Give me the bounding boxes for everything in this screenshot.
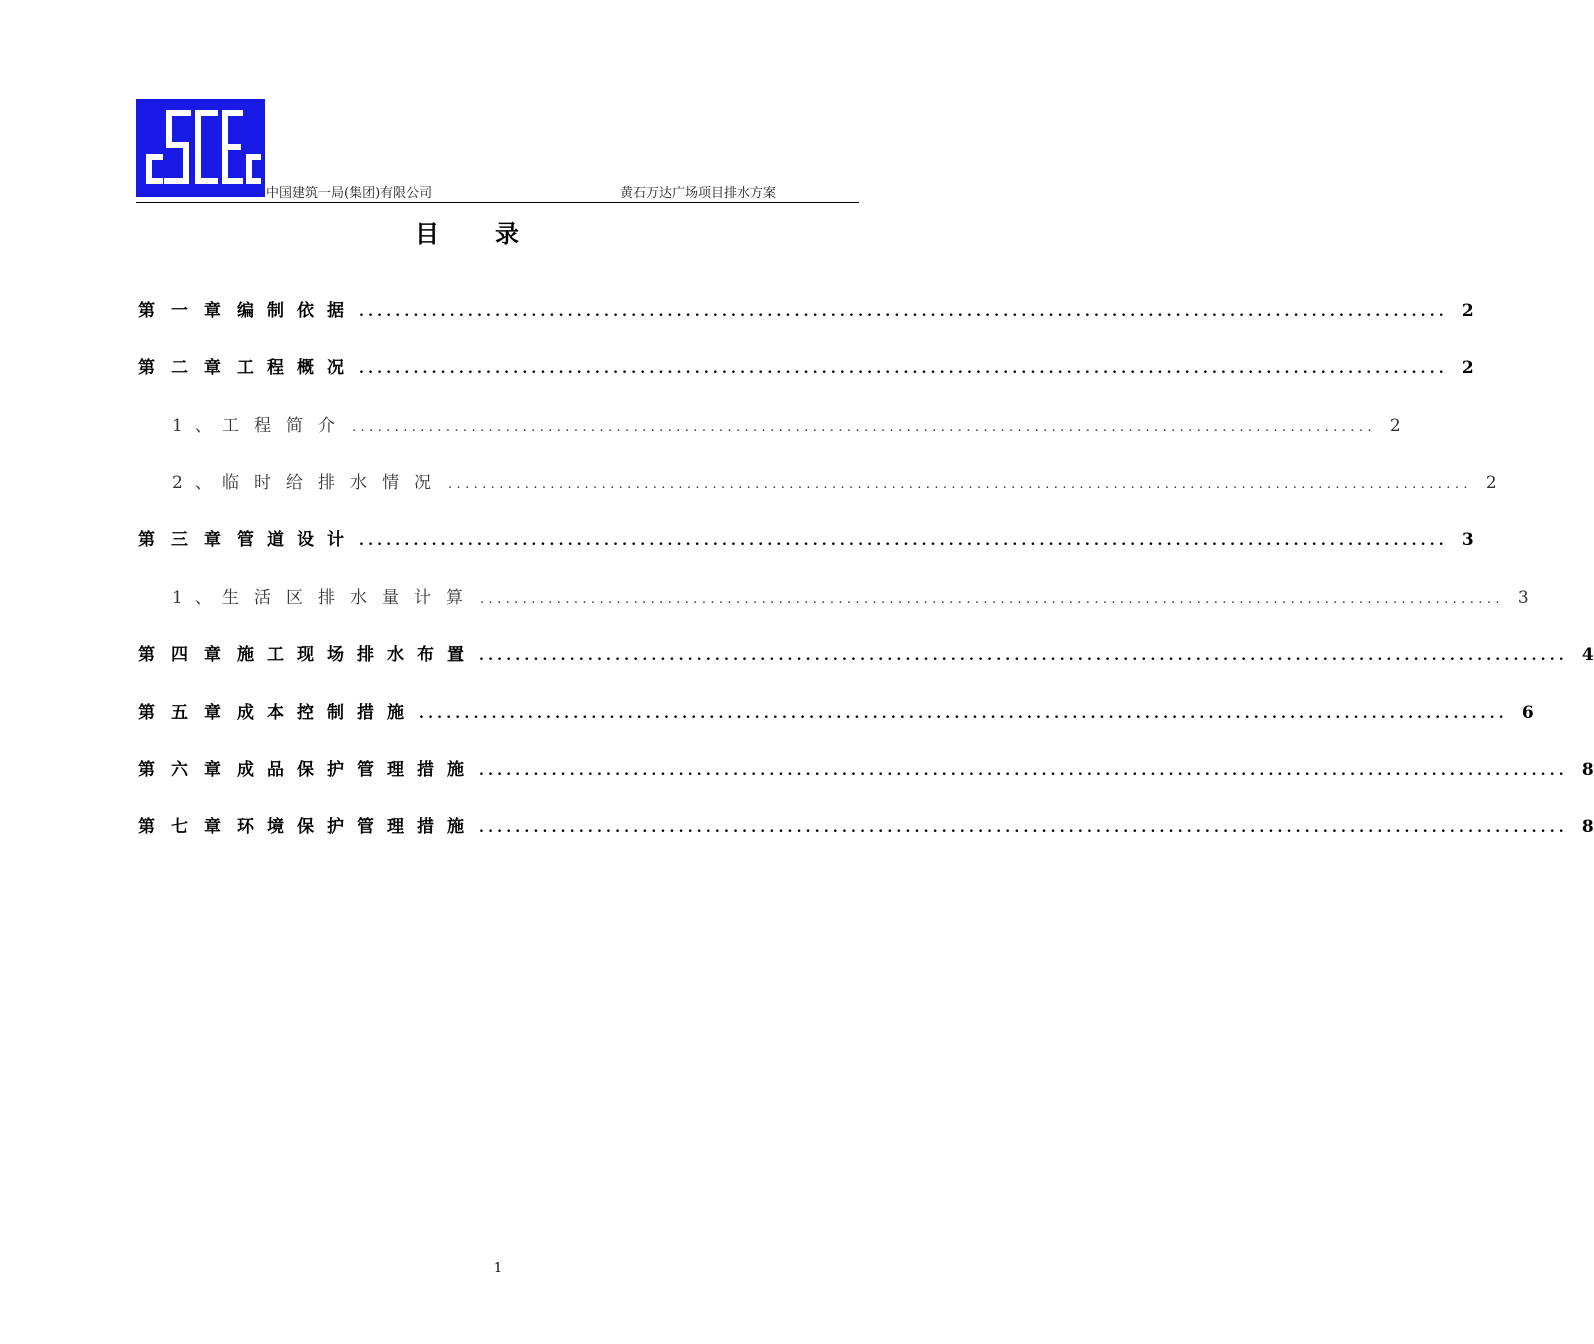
toc-leader-dots: ........................................................................................................................ [359,361,1448,377]
logo-text: cSCEc [136,99,140,100]
toc-entry[interactable] [138,640,1594,665]
toc-entry[interactable] [138,525,1474,550]
toc-leader-dots: ........................................................................................................................ [479,763,1568,779]
company-logo [136,99,265,197]
toc-entry[interactable] [172,411,1401,436]
toc-entry-page: 3 [1517,588,1529,608]
toc-leader-dots: ........................................................................................................................ [480,592,1504,607]
toc-leader-dots: ........................................................................................................................ [359,304,1448,320]
toc-leader-dots: ........................................................................................................................ [448,477,1472,492]
toc-entry-label: 工程简介 [222,416,350,436]
toc-entry-number: 第七章 [138,817,237,837]
toc-entry-label: 环境保护管理措施 [237,817,477,837]
toc-entry-page: 4 [1581,645,1594,665]
header-company: 中国建筑一局(集团)有限公司 [266,186,433,201]
toc-entry-number: 第六章 [138,760,237,780]
toc-entry-number: 2、 [172,473,224,493]
toc-leader-dots: ........................................................................................................................ [479,820,1568,836]
toc-entry-label: 临时给排水情况 [222,473,446,493]
toc-entry-number: 第二章 [138,358,237,378]
toc-entry[interactable] [138,353,1474,378]
toc-leader-dots: ........................................................................................................................ [419,706,1508,722]
toc-entry-number: 第五章 [138,703,237,723]
toc-entry[interactable] [138,698,1534,723]
toc-leader-dots: ........................................................................................................................ [359,533,1448,549]
toc-entry[interactable] [138,296,1474,321]
page-title: 目录 [415,219,575,248]
toc-entry-page: 6 [1521,703,1534,723]
toc-entry-page: 8 [1581,817,1594,837]
toc-entry-label: 工程概况 [237,358,357,378]
cscec-logo-icon [136,99,265,197]
toc-entry-number: 第四章 [138,645,237,665]
toc-entry-label: 生活区排水量计算 [222,588,478,608]
toc-entry-number: 1、 [172,588,224,608]
toc-entry-label: 管道设计 [237,530,357,550]
toc-entry-page: 2 [1461,301,1474,321]
toc-entry-page: 2 [1485,473,1497,493]
toc-entry-page: 3 [1461,530,1474,550]
toc-entry-number: 第三章 [138,530,237,550]
toc-entry-page: 2 [1389,416,1401,436]
toc-entry[interactable] [138,755,1594,780]
toc-entry-page: 8 [1581,760,1594,780]
toc-entry-number: 1、 [172,416,224,436]
toc-entry-label: 编制依据 [237,301,357,321]
toc-entry-label: 成品保护管理措施 [237,760,477,780]
page-number: 1 [493,1261,503,1276]
toc-leader-dots: ........................................................................................................................ [352,420,1376,435]
header-divider [136,202,859,203]
toc-leader-dots: ........................................................................................................................ [479,648,1568,664]
toc-entry[interactable] [138,812,1594,837]
toc-entry[interactable] [172,583,1529,608]
toc-entry-number: 第一章 [138,301,237,321]
toc-entry-label: 施工现场排水布置 [237,645,477,665]
toc-entry-page: 2 [1461,358,1474,378]
toc-entry-label: 成本控制措施 [237,703,417,723]
toc-entry[interactable] [172,468,1497,493]
header-project: 黄石万达广场项目排水方案 [620,186,777,201]
